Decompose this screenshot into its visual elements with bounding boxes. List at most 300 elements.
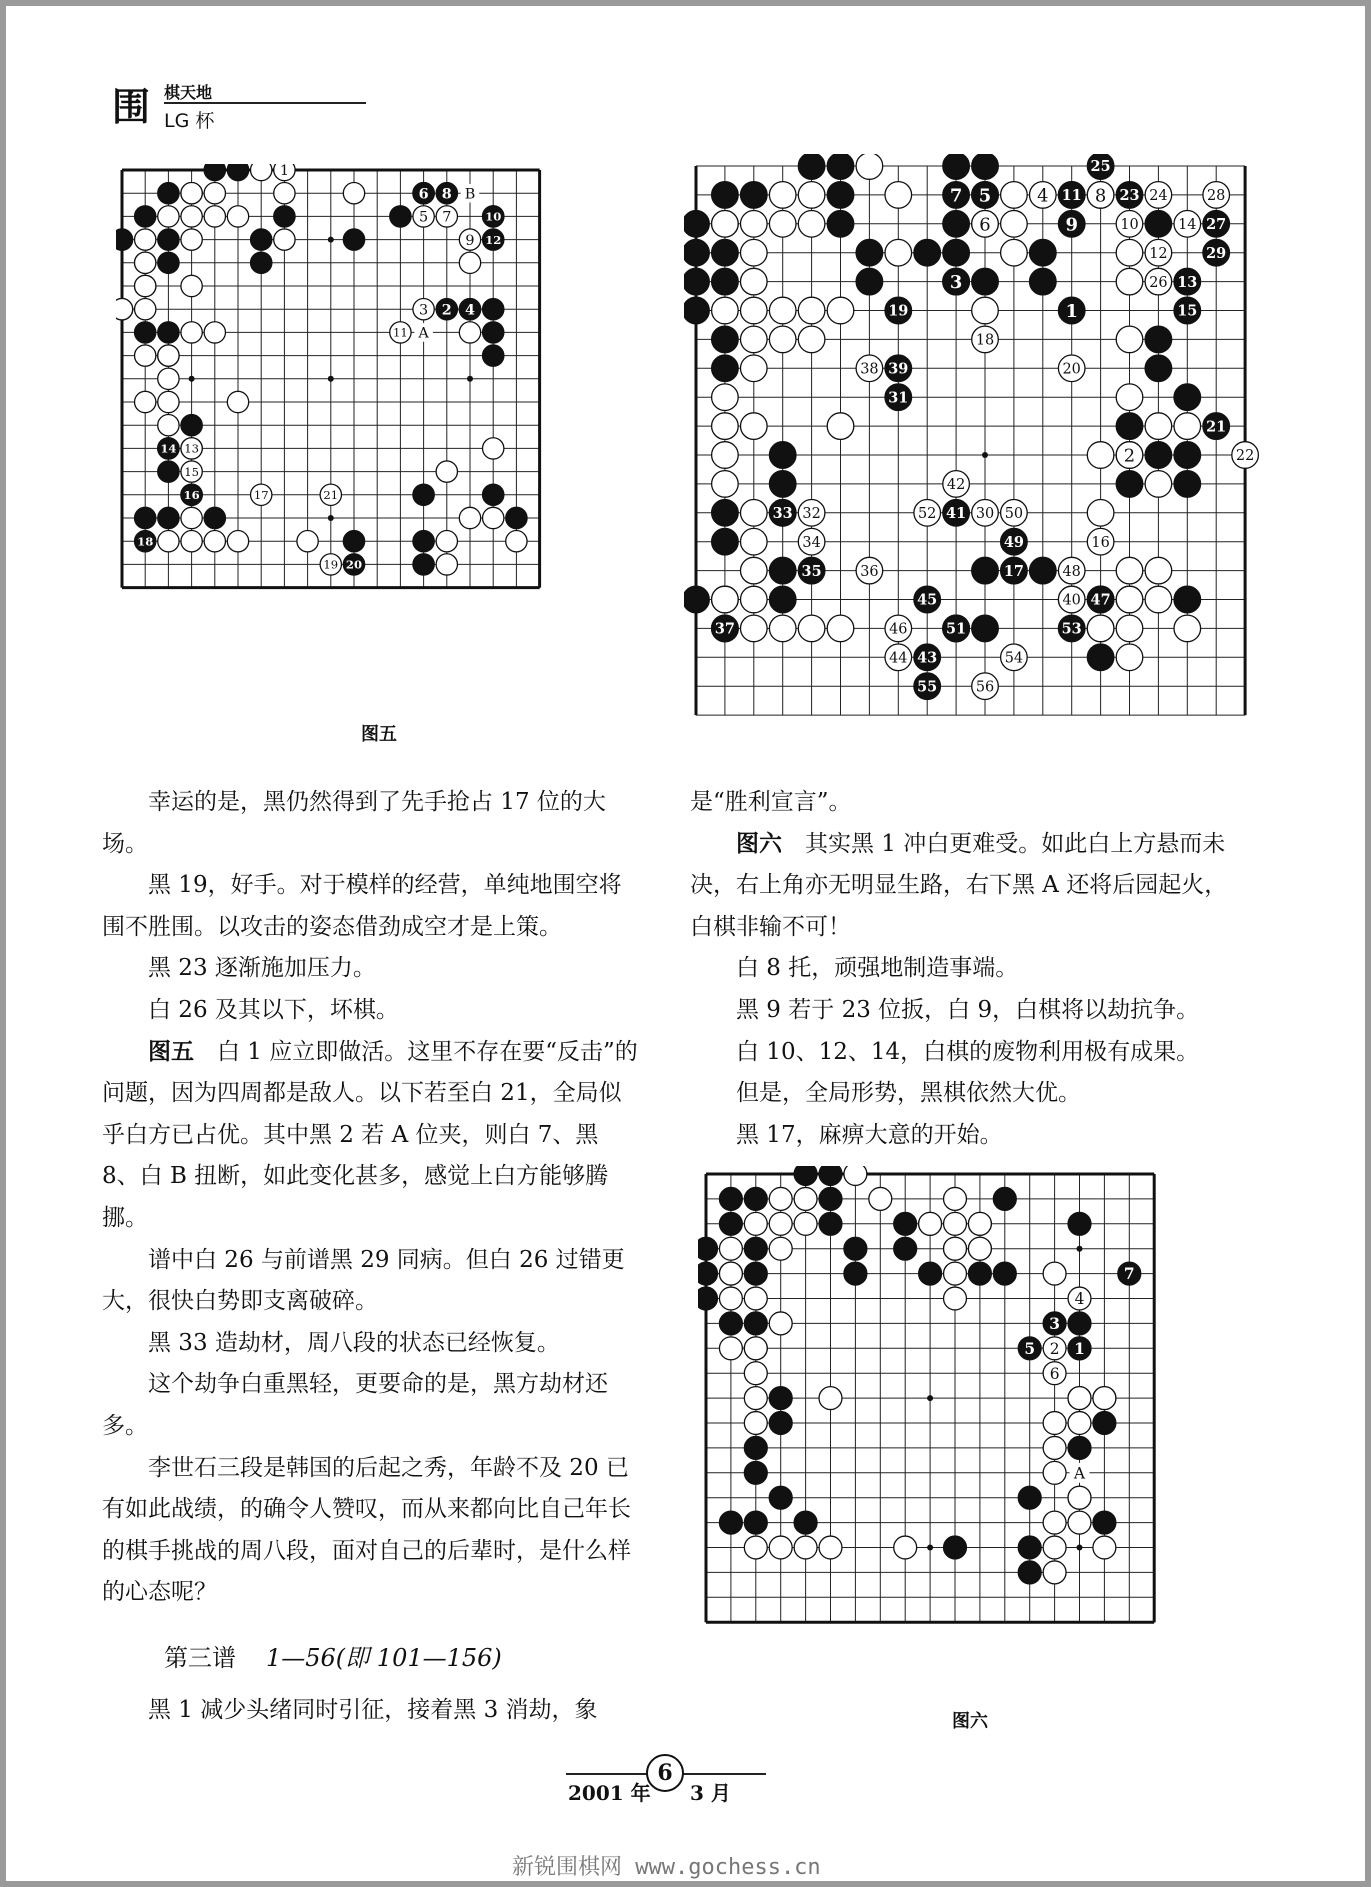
move-label: 11: [1061, 187, 1082, 205]
move-label: 16: [1091, 534, 1110, 551]
white-stone: [741, 211, 768, 238]
move-label: 18: [975, 332, 995, 349]
black-stone: [1018, 1486, 1041, 1509]
black-stone: [993, 1262, 1016, 1285]
black-stone: [769, 1486, 792, 1509]
black-stone: [1116, 471, 1143, 498]
move-label: 2: [1049, 1339, 1060, 1358]
paragraph: [690, 824, 1250, 949]
black-stone: [972, 268, 999, 295]
white-stone: [885, 182, 912, 209]
white-stone: [181, 322, 202, 343]
white-stone: [483, 438, 504, 459]
black-stone: [204, 164, 225, 181]
move-label: 33: [772, 505, 793, 523]
black-stone: [158, 229, 179, 250]
black-stone: [251, 229, 272, 250]
white-stone: [712, 297, 739, 324]
move-label: 41: [946, 505, 967, 523]
move-label: 13: [1177, 273, 1198, 291]
go-board-figure-6: [698, 1166, 1218, 1666]
white-stone: [741, 586, 768, 613]
white-stone: [204, 531, 225, 552]
black-stone: [769, 1412, 792, 1435]
black-stone: [227, 164, 248, 181]
black-stone: [769, 557, 796, 584]
white-stone: [1001, 211, 1028, 238]
header-rule: [164, 102, 366, 104]
move-label: 7: [1123, 1265, 1135, 1284]
white-stone: [274, 229, 295, 250]
black-stone: [483, 484, 504, 505]
black-stone: [712, 528, 739, 555]
black-stone: [1174, 384, 1201, 411]
white-stone: [885, 239, 912, 266]
paragraph-text: 黑 17，麻痹大意的开始。: [736, 1121, 1003, 1148]
white-stone: [819, 1536, 842, 1559]
move-label: 21: [1206, 418, 1227, 436]
black-stone: [972, 615, 999, 642]
black-stone: [744, 1461, 767, 1484]
black-stone: [719, 1312, 742, 1335]
white-stone: [1093, 1387, 1116, 1410]
black-stone: [819, 1166, 842, 1185]
white-stone: [1068, 1412, 1091, 1435]
paragraph-text: 谱中白 26 与前谱黑 29 同病。但白 26 过错更大，很快白势即支离破碎。: [102, 1246, 625, 1315]
paragraph-text: 白 26 及其以下，坏棋。: [148, 996, 399, 1023]
white-stone: [181, 507, 202, 528]
game-record-heading: [164, 1638, 502, 1673]
star-point: [982, 452, 988, 458]
footer-year: 2001 年: [568, 1781, 651, 1805]
paragraph: [102, 1448, 638, 1614]
move-label: 39: [888, 360, 909, 378]
paragraph: [102, 1032, 638, 1240]
white-stone: [1043, 1536, 1066, 1559]
white-stone: [741, 615, 768, 642]
move-label: 15: [184, 464, 199, 479]
move-label: 12: [485, 232, 502, 247]
black-stone: [741, 182, 768, 209]
black-stone: [698, 1262, 717, 1285]
white-stone: [158, 391, 179, 412]
record-range: 1—56(即 101—156): [266, 1644, 502, 1672]
black-stone: [744, 1187, 767, 1210]
black-stone: [1145, 326, 1172, 353]
move-label: 37: [714, 620, 735, 638]
figure-5-caption: 图五: [361, 724, 397, 745]
black-stone: [712, 268, 739, 295]
black-stone: [343, 229, 364, 250]
white-stone: [1174, 615, 1201, 642]
move-label: 51: [946, 620, 967, 638]
white-stone: [1068, 1486, 1091, 1509]
white-stone: [459, 322, 480, 343]
move-label: 17: [253, 487, 269, 502]
move-label: 17: [1003, 562, 1024, 580]
page-header: [112, 78, 372, 132]
white-stone: [1116, 326, 1143, 353]
black-stone: [390, 206, 411, 227]
move-label: 25: [1090, 158, 1111, 176]
white-stone: [944, 1187, 967, 1210]
white-stone: [769, 1187, 792, 1210]
black-stone: [769, 1387, 792, 1410]
black-stone: [413, 554, 434, 575]
move-label: 42: [946, 477, 966, 494]
white-stone: [436, 554, 457, 575]
black-stone: [483, 345, 504, 366]
white-stone: [135, 391, 156, 412]
black-stone: [972, 154, 999, 179]
black-stone: [894, 1212, 917, 1235]
black-stone: [919, 1262, 942, 1285]
black-stone: [116, 229, 133, 250]
white-stone: [968, 1212, 991, 1235]
black-stone: [972, 557, 999, 584]
black-stone: [794, 1166, 817, 1185]
paragraph-text: 但是，全局形势，黑棋依然大优。: [736, 1080, 1081, 1107]
white-stone: [744, 1362, 767, 1385]
footer-month: 3 月: [690, 1781, 731, 1805]
black-stone: [1093, 1511, 1116, 1534]
white-stone: [844, 1166, 867, 1185]
move-label: 14: [1178, 217, 1197, 234]
black-stone: [135, 322, 156, 343]
white-stone: [1043, 1561, 1066, 1584]
white-stone: [712, 442, 739, 469]
paragraph-text: 白 10、12、14，白棋的废物利用极有成果。: [736, 1038, 1200, 1065]
white-stone: [794, 1187, 817, 1210]
white-stone: [827, 413, 854, 440]
white-stone: [1116, 268, 1143, 295]
black-stone: [684, 211, 709, 238]
move-label: 4: [1037, 185, 1049, 207]
white-stone: [483, 507, 504, 528]
column-name: LG 杯: [164, 110, 215, 132]
black-stone: [1174, 471, 1201, 498]
white-stone: [719, 1237, 742, 1260]
star-point: [467, 376, 473, 382]
black-stone: [1116, 413, 1143, 440]
move-label: 1: [1065, 300, 1078, 322]
move-label: 18: [137, 534, 154, 549]
black-stone: [769, 586, 796, 613]
move-label: 4: [464, 301, 476, 319]
paragraph-continuation: 是“胜利宣言”。: [690, 789, 852, 815]
white-stone: [741, 557, 768, 584]
white-stone: [1001, 239, 1028, 266]
paragraph-text: 李世石三段是韩国的后起之秀，年龄不及 20 已有如此战绩，的确令人赞叹，而从来都向比自己年长的棋手挑战的周八段，面对自己的后辈时，是什么样的心态呢？: [102, 1454, 631, 1606]
black-stone: [719, 1511, 742, 1534]
black-stone: [819, 1212, 842, 1235]
black-stone: [1018, 1561, 1041, 1584]
white-stone: [827, 615, 854, 642]
paragraph-text: 黑 23 逐渐施加压力。: [148, 955, 376, 982]
white-stone: [1068, 1511, 1091, 1534]
figure-6-caption: 图六: [952, 1711, 988, 1732]
black-stone: [993, 1187, 1016, 1210]
paragraph: [690, 990, 1250, 1032]
white-stone: [135, 252, 156, 273]
white-stone: [744, 1536, 767, 1559]
paragraph-text: 黑 19，好手。对于模样的经营，单纯地围空将围不胜围。以攻击的姿态借劲成空才是上策。: [102, 872, 622, 940]
white-stone: [135, 275, 156, 296]
white-stone: [968, 1237, 991, 1260]
black-stone: [1174, 442, 1201, 469]
black-stone: [827, 182, 854, 209]
black-stone: [1030, 239, 1057, 266]
white-stone: [769, 326, 796, 353]
move-label: 52: [918, 506, 937, 523]
paragraph: [690, 948, 1250, 990]
move-label: 19: [888, 302, 909, 320]
black-stone: [744, 1436, 767, 1459]
white-stone: [769, 615, 796, 642]
white-stone: [919, 1212, 942, 1235]
move-label: 2: [441, 301, 452, 319]
black-stone: [712, 239, 739, 266]
white-stone: [769, 1312, 792, 1335]
white-stone: [343, 183, 364, 204]
black-stone: [1068, 1212, 1091, 1235]
black-stone: [135, 206, 156, 227]
white-stone: [181, 531, 202, 552]
move-label: 23: [1119, 187, 1140, 205]
black-stone: [744, 1312, 767, 1335]
star-point: [927, 1395, 933, 1401]
black-stone: [712, 355, 739, 382]
star-point: [1077, 1246, 1083, 1252]
white-stone: [459, 507, 480, 528]
paragraph-text: 白 1 应立即做活。这里不存在要“反击”的问题，因为四周都是敌人。以下若至白 21，全局似乎白方已占优。其中黑 2 若 A 位夹，则白 7、黑 8、白 B 扭断，如此变化甚多，感觉上白方能够腾挪。: [102, 1038, 638, 1231]
move-label: 15: [1177, 302, 1198, 320]
white-stone: [798, 211, 825, 238]
move-label: 20: [1062, 361, 1081, 378]
paragraph: [690, 1032, 1250, 1074]
white-stone: [135, 299, 156, 320]
black-stone: [204, 507, 225, 528]
white-stone: [158, 531, 179, 552]
black-stone: [1174, 586, 1201, 613]
white-stone: [1043, 1412, 1066, 1435]
move-label: 28: [1207, 188, 1226, 205]
move-label: 7: [949, 185, 963, 207]
move-label: 3: [1049, 1314, 1060, 1333]
white-stone: [1043, 1461, 1066, 1484]
white-stone: [227, 206, 248, 227]
move-label: A: [418, 325, 429, 342]
black-stone: [944, 1536, 967, 1559]
star-point: [1077, 1545, 1083, 1551]
white-stone: [251, 164, 272, 181]
black-stone: [719, 1187, 742, 1210]
black-stone: [1145, 211, 1172, 238]
paragraph: [102, 948, 638, 990]
white-stone: [1087, 442, 1114, 469]
white-stone: [1116, 557, 1143, 584]
move-label: 3: [949, 272, 963, 294]
white-stone: [944, 1262, 967, 1285]
star-point: [328, 376, 334, 382]
right-text-column: [690, 782, 1250, 1156]
white-stone: [712, 471, 739, 498]
move-label: 44: [889, 650, 908, 667]
black-stone: [798, 154, 825, 179]
move-label: 8: [1094, 185, 1107, 207]
move-label: 21: [323, 487, 339, 502]
move-label: 49: [1003, 533, 1024, 551]
black-stone: [744, 1262, 767, 1285]
white-stone: [1116, 239, 1143, 266]
move-label: 48: [1062, 563, 1081, 580]
white-stone: [1043, 1262, 1066, 1285]
white-stone: [741, 355, 768, 382]
white-stone: [741, 326, 768, 353]
white-stone: [1116, 384, 1143, 411]
white-stone: [1001, 182, 1028, 209]
white-stone: [744, 1387, 767, 1410]
white-stone: [798, 297, 825, 324]
white-stone: [856, 154, 883, 179]
record-label: 第三谱: [164, 1644, 236, 1672]
move-label: 10: [1120, 217, 1139, 234]
move-label: 34: [802, 534, 821, 551]
star-point: [189, 376, 195, 382]
paragraph-text: 白 8 托，顽强地制造事端。: [736, 955, 1019, 982]
move-label: 8: [441, 185, 452, 203]
white-stone: [158, 368, 179, 389]
white-stone: [769, 1212, 792, 1235]
magazine-logo: 围: [112, 85, 151, 129]
move-label: 4: [1074, 1290, 1085, 1309]
black-stone: [712, 326, 739, 353]
black-stone: [684, 586, 709, 613]
white-stone: [181, 275, 202, 296]
white-stone: [719, 1262, 742, 1285]
white-stone: [769, 211, 796, 238]
black-stone: [1030, 268, 1057, 295]
black-stone: [968, 1262, 991, 1285]
move-label: 3: [419, 302, 429, 319]
move-label: 54: [1004, 650, 1024, 667]
black-stone: [856, 268, 883, 295]
black-stone: [158, 183, 179, 204]
move-label: 6: [418, 185, 429, 203]
white-stone: [459, 252, 480, 273]
black-stone: [914, 239, 941, 266]
white-stone: [1043, 1511, 1066, 1534]
move-label: A: [1073, 1464, 1086, 1483]
move-label: 24: [1149, 188, 1168, 205]
white-stone: [769, 1237, 792, 1260]
black-stone: [684, 297, 709, 324]
paragraph-text: 其实黑 1 冲白更难受。如此白上方悬而未决，右上角亦无明显生路，右下黑 A 还将后园起火，白棋非输不可！: [690, 830, 1228, 940]
black-stone: [343, 531, 364, 552]
black-stone: [1030, 557, 1057, 584]
magazine-title: 棋天地: [164, 83, 213, 102]
white-stone: [819, 1387, 842, 1410]
paragraph-text: 这个劫争白重黑轻，更要命的是，黑方劫材还多。: [102, 1371, 608, 1439]
white-stone: [436, 461, 457, 482]
black-stone: [698, 1237, 717, 1260]
white-stone: [158, 206, 179, 227]
paragraph: [102, 782, 638, 865]
black-stone: [1068, 1436, 1091, 1459]
white-stone: [116, 299, 133, 320]
white-stone: [1043, 1436, 1066, 1459]
white-stone: [135, 229, 156, 250]
white-stone: [1145, 557, 1172, 584]
move-label: 12: [1149, 245, 1168, 262]
white-stone: [712, 211, 739, 238]
move-label: 45: [917, 591, 938, 609]
left-text-column: [102, 782, 638, 1614]
move-label: 56: [975, 679, 995, 696]
white-stone: [1116, 586, 1143, 613]
move-label: 9: [465, 232, 475, 249]
white-stone: [769, 1536, 792, 1559]
paragraph-text: 黑 9 若于 23 位扳，白 9，白棋将以劫抗争。: [736, 996, 1200, 1023]
move-label: 53: [1061, 620, 1082, 638]
black-stone: [1145, 355, 1172, 382]
white-stone: [1087, 615, 1114, 642]
black-stone: [413, 484, 434, 505]
white-stone: [944, 1287, 967, 1310]
site-watermark: 新锐围棋网 www.gochess.cn: [512, 1855, 821, 1880]
move-label: 29: [1206, 244, 1227, 262]
white-stone: [741, 239, 768, 266]
go-board-figure-5: [116, 164, 626, 674]
white-stone: [1145, 586, 1172, 613]
black-stone: [158, 252, 179, 273]
black-stone: [181, 415, 202, 436]
white-stone: [712, 384, 739, 411]
white-stone: [1087, 500, 1114, 527]
black-stone: [794, 1511, 817, 1534]
white-stone: [158, 415, 179, 436]
white-stone: [798, 326, 825, 353]
white-stone: [741, 268, 768, 295]
white-stone: [181, 206, 202, 227]
star-point: [927, 1545, 933, 1551]
move-label: 50: [1004, 506, 1024, 523]
white-stone: [204, 206, 225, 227]
page-number: 6: [646, 1754, 684, 1792]
black-stone: [769, 471, 796, 498]
star-point: [328, 237, 334, 243]
move-label: 20: [345, 557, 363, 572]
black-stone: [744, 1237, 767, 1260]
black-stone: [158, 507, 179, 528]
black-stone: [1087, 644, 1114, 671]
move-label: 30: [975, 506, 995, 523]
black-stone: [483, 322, 504, 343]
white-stone: [944, 1212, 967, 1235]
move-label: 46: [889, 621, 908, 638]
black-stone: [158, 461, 179, 482]
white-stone: [1068, 1387, 1091, 1410]
white-stone: [719, 1337, 742, 1360]
move-label: 5: [978, 185, 992, 207]
move-label: 40: [1062, 592, 1081, 609]
white-stone: [894, 1536, 917, 1559]
black-stone: [844, 1237, 867, 1260]
paragraph: 黑 1 减少头绪同时引征，接着黑 3 消劫，象: [148, 1697, 598, 1723]
white-stone: [158, 345, 179, 366]
move-label: 5: [419, 209, 429, 226]
move-label: 6: [1049, 1364, 1060, 1383]
